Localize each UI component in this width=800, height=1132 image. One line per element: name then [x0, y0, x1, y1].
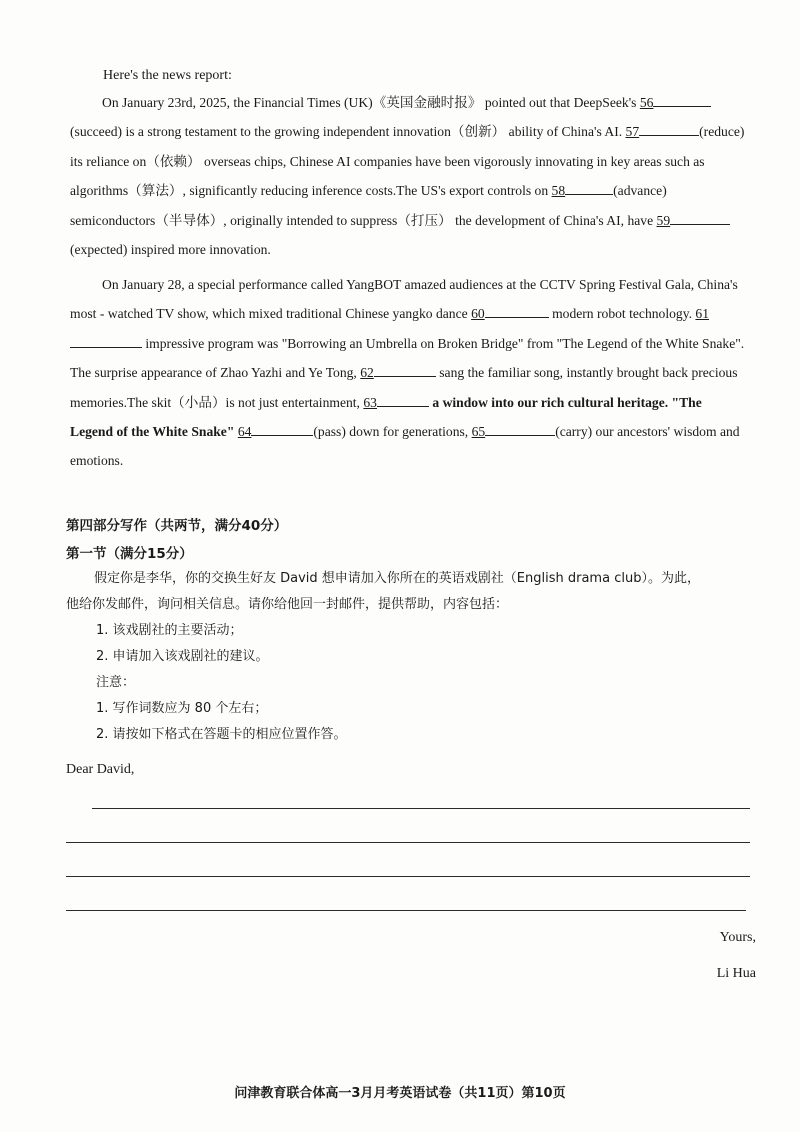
blank-number-60: 60: [471, 306, 485, 322]
prompt-line: 他给你发邮件，询问相关信息。请你给他回一封邮件，提供帮助，内容包括：: [66, 597, 509, 612]
answer-line[interactable]: [92, 808, 750, 809]
passage-text: (expected) inspired more innovation.: [70, 242, 271, 258]
passage-text: (carry) our ancestors' wisdom and emotions.: [70, 424, 740, 469]
blank-number-64: 64: [237, 424, 252, 440]
content-item: 1. 该戏剧社的主要活动；: [96, 623, 243, 638]
blank-number-57: 57: [625, 124, 640, 140]
note-label: 注意：: [96, 675, 136, 690]
blank-number-61: 61: [695, 306, 710, 322]
passage-text: modern robot technology.: [552, 306, 693, 322]
passage-text: sang the familiar song, instantly brought back precious memories.The skit（小品）is not just entertainment,: [70, 365, 738, 410]
writing-section-title: 第一节（满分15分）: [66, 546, 193, 562]
passage-text: impressive program was "Borrowing an Umbrella on Broken Bridge" from "The Legend of the White Snake". The surprise appearance of Zhao Yazhi and Ye Tong,: [70, 335, 745, 381]
blank-56[interactable]: [653, 92, 711, 107]
blank-57[interactable]: [639, 121, 699, 136]
blank-number-65: 65: [471, 424, 486, 440]
note-item: 1. 写作词数应为 80 个左右；: [96, 701, 268, 716]
answer-line[interactable]: [66, 876, 750, 877]
page-footer: 问津教育联合体高一3月月考英语试卷（共11页）第10页: [234, 1086, 566, 1101]
passage-paragraph-2: [70, 270, 748, 476]
blank-number-58: 58: [551, 183, 566, 199]
blank-65[interactable]: [485, 421, 555, 436]
blank-number-62: 62: [360, 365, 374, 381]
blank-59[interactable]: [670, 210, 730, 225]
blank-number-59: 59: [656, 212, 671, 228]
news-report-intro: Here's the news report:: [103, 68, 232, 83]
signature: Li Hua: [716, 966, 756, 981]
content-item: 2. 申请加入该戏剧社的建议。: [96, 649, 269, 664]
blank-63[interactable]: [377, 392, 429, 407]
passage-text: a window into our rich cultural heritage. "The Legend of the White Snake": [70, 394, 702, 440]
passage-text: (advance) semiconductors（半导体）, originally intended to suppress（打压） the development of China's AI, have: [70, 183, 667, 228]
blank-58[interactable]: [565, 180, 613, 195]
blank-61[interactable]: [70, 333, 142, 348]
blank-60[interactable]: [485, 303, 549, 318]
passage-paragraph-1: [70, 88, 748, 264]
closing: Yours,: [719, 930, 756, 945]
answer-line[interactable]: [66, 842, 750, 843]
writing-prompt: [66, 566, 766, 748]
prompt-line: 假定你是李华，你的交换生好友 David 想申请加入你所在的英语戏剧社（English drama club）。为此，: [94, 571, 700, 586]
answer-line[interactable]: [66, 910, 746, 911]
blank-64[interactable]: [251, 421, 313, 436]
passage-text: (reduce) its reliance on（依赖） overseas chips, Chinese AI companies have been vigorously innovating in key areas such as algorithms（算法）, significantly reducing inference costs.The US's export controls on: [70, 124, 745, 199]
passage-text: (succeed) is a strong testament to the growing independent innovation（创新） ability of China's AI.: [70, 124, 623, 140]
salutation: Dear David,: [66, 762, 135, 777]
passage-text: On January 28, a special performance called YangBOT amazed audiences at the CCTV Spring Festival Gala, China's most - watched TV show, which mixed traditional Chinese yangko dance: [70, 277, 738, 322]
blank-number-63: 63: [363, 394, 377, 410]
passage-text: (pass) down for generations,: [313, 424, 469, 440]
writing-part-title: 第四部分写作（共两节，满分40分）: [66, 518, 288, 534]
blank-number-56: 56: [639, 95, 654, 110]
note-item: 2. 请按如下格式在答题卡的相应位置作答。: [96, 727, 347, 742]
passage-text: On January 23rd, 2025, the Financial Times (UK)《英国金融时报》 pointed out that DeepSeek's: [102, 95, 637, 110]
blank-62[interactable]: [374, 362, 436, 377]
